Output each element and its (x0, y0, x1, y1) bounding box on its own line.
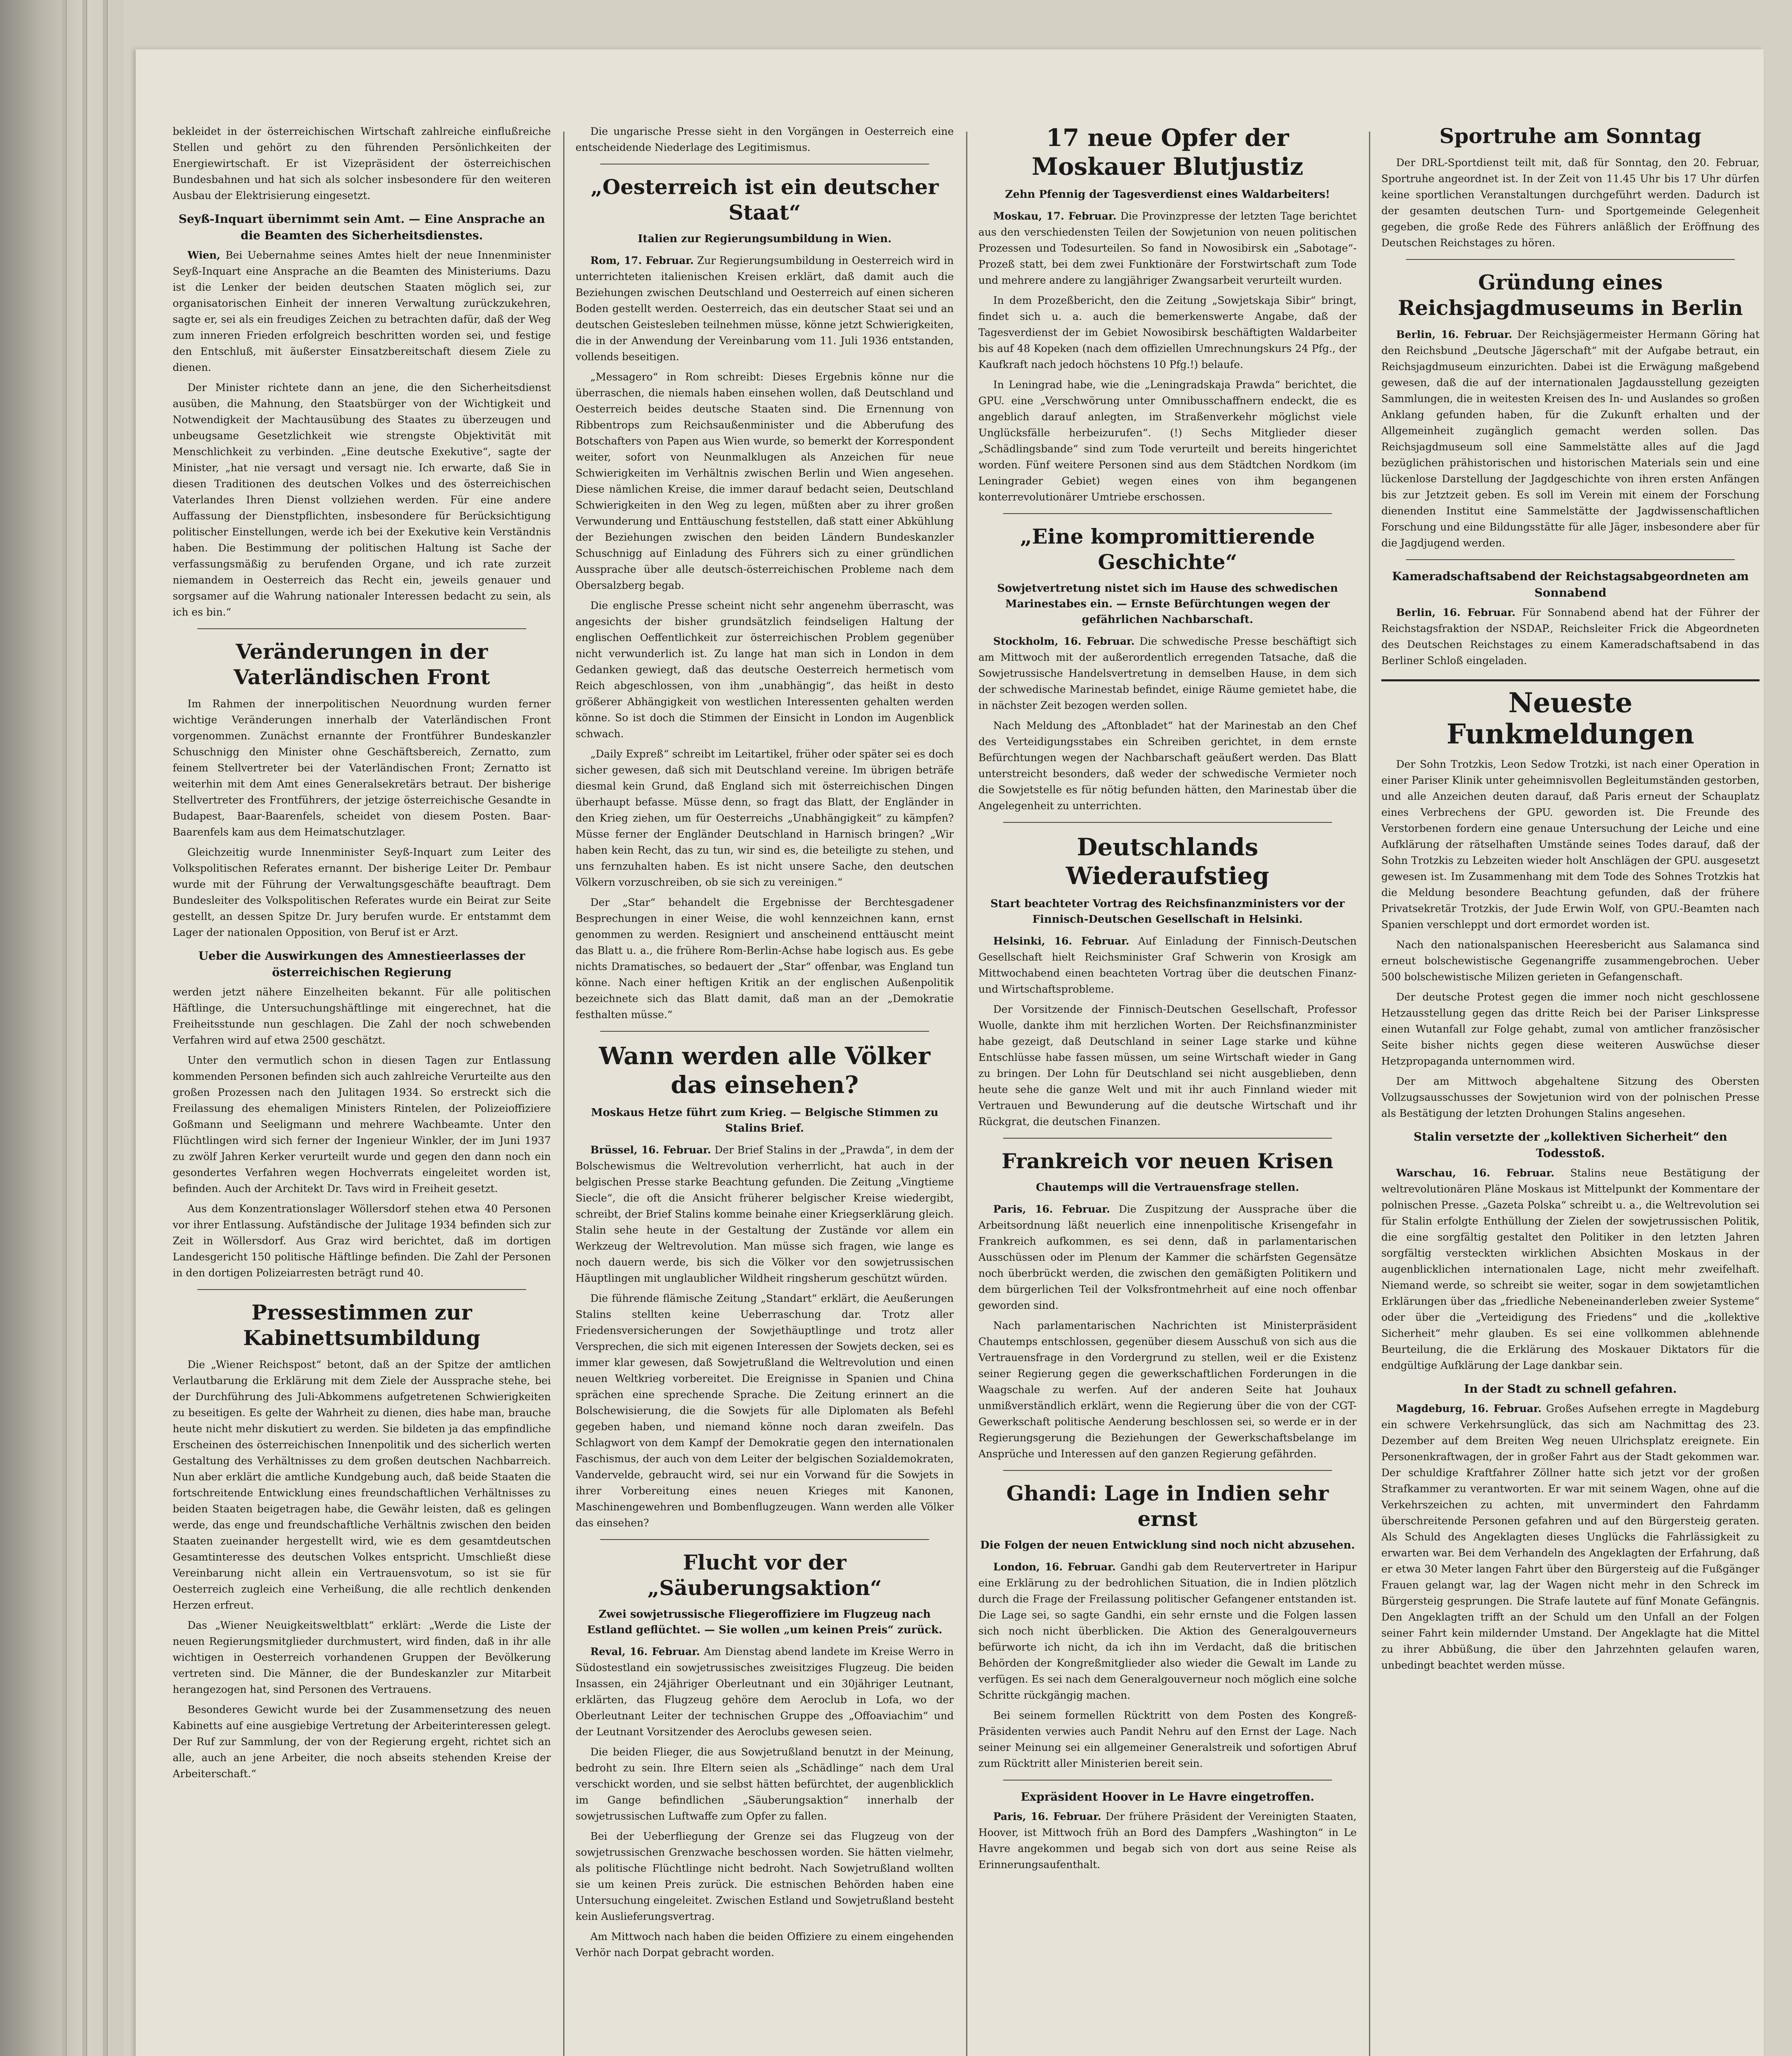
article-paragraph: In dem Prozeßbericht, den die Zeitung „Sowjetskaja Sibir“ bringt, findet sich u. a. auch die bemerkenswerte Angabe, daß der Tagesverdienst der im Gebiet Nowosibirsk beschäftigten Waldarbeiter bis auf 48 Kopeken (nach dem offiziellen Umrechnungskurs 24 Pfg., der Kaufkraft nach jedoch höchstens 10 Pfg.!) belaufe. (978, 294, 1357, 370)
article-paragraph (576, 252, 954, 365)
article-heading: Ueber die Auswirkungen des Amnestieerlasses der österreichischen Regierung (198, 949, 525, 979)
article-headline: Veränderungen in der Vaterländischen Front (234, 639, 490, 689)
article-subheading: Chautemps will die Vertrauensfrage stellen. (1036, 1181, 1299, 1194)
divider (1003, 1470, 1332, 1471)
article-paragraph (978, 1201, 1357, 1313)
paragraph-text: Bei Uebernahme seines Amtes hielt der neue Innenminister Seyß-Inquart eine Ansprache an die Beamten des Ministeriums. Dazu ist die Lenker der beiden deutschen Staaten möglich sei, zur organisatorischen Einheit der inneren Verwaltung zurückzukehren, sagte er, sei als ein freudiges Zeichen zu betrachten dafür, daß der Weg zum inneren Frieden erfolgreich beschritten worden sei, und festige den Entschluß, mit äußerster Einsatzbereitschaft diesem Ziele zu dienen. (173, 249, 551, 373)
article-subheading: Zwei sowjetrussische Fliegeroffiziere im Flugzeug nach Estland geflüchtet. — Sie wollen „um keinen Preis“ zurück. (587, 1608, 943, 1636)
article-heading: Seyß-Inquart übernimmt sein Amt. — Eine Ansprache an die Beamten des Sicherheitsdienstes. (178, 212, 545, 242)
paragraph-text: Der Brief Stalins in der „Prawda“, in dem der Bolschewismus die Weltrevolution verherrlicht, hat auch in der belgischen Presse starke Beachtung gefunden. Die Zeitung „Vingtieme Siecle“, die oft die Ansicht früherer belgischer Kreise wiedergibt, schreibt, der Brief Stalins komme beinahe einer Kriegserklärung gleich. Stalin sehe heute in der Gestaltung der Zustände vor allem ein Werkzeug der Weltrevolution. Man müsse sich fragen, wie lange es noch dauern werde, bis sich die Völker vor den sowjetrussischen Häuptlingen mit unglaublicher Wildheit ringsherum geschützt würden. (576, 1144, 954, 1284)
dateline: Helsinki, 16. Februar. (993, 935, 1130, 947)
article-paragraph: werden jetzt nähere Einzelheiten bekannt. Für alle politischen Häftlinge, die Untersuchungshäftlinge mit eingerechnet, hat die Freiheitsstunde nun geschlagen. Die Zahl der noch schwebenden Verfahren wird auf etwa 2500 geschätzt. (173, 986, 551, 1046)
page-edge (103, 0, 108, 2056)
article-headline: Gründung eines Reichsjagdmuseums in Berlin (1398, 270, 1743, 320)
paragraph-text: Am Dienstag abend landete im Kreise Werro in Südostestland ein sowjetrussisches zweisitziges Flugzeug. Die beiden Insassen, ein 24jähriger Oberleutnant und ein 30jähriger Leutnant, erklärten, das Flugzeug gehöre dem Aeroclub in Lofa, wo der Oberleutnant Leiter der technischen Gruppe des „Offoaviachim“ und der Leutnant Vorsitzender des Aeroclubs gewesen seien. (576, 1646, 954, 1738)
column-1 (173, 123, 551, 2056)
article-continuation: bekleidet in der österreichischen Wirtschaft zahlreiche einflußreiche Stellen und gehört zu den führenden Persönlichkeiten der Energiewirtschaft. Er ist Vizepräsident der österreichischen Bundesbahnen und hat sich als solcher insbesondere für den weiteren Ausbau der Elektrisierung eingesetzt. (173, 125, 551, 201)
article-paragraph (1381, 1401, 1760, 1673)
article-paragraph (173, 247, 551, 375)
dateline: Magdeburg, 16. Februar. (1396, 1403, 1542, 1415)
article-subheading: Sowjetvertretung nistet sich im Hause des schwedischen Marinestabes ein. — Ernste Befürchtungen wegen der gefährlichen Nachbarschaft. (997, 582, 1338, 626)
dateline: London, 16. Februar. (993, 1561, 1116, 1573)
dateline: Rom, 17. Februar. (590, 255, 694, 266)
page-edge (62, 0, 67, 2056)
paragraph-text: Der frühere Präsident der Vereinigten Staaten, Hoover, ist Mittwoch früh an Bord des Dampfers „Washington“ in Le Havre angekommen und begab sich von dort aus seine Reise als Erinnerungsaufenthalt. (978, 1811, 1357, 1871)
dateline: Berlin, 16. Februar. (1396, 329, 1512, 340)
article-paragraph: Der „Star“ behandelt die Ergebnisse der Berchtesgadener Besprechungen in einer Weise, die wohl kennzeichnen kann, ernst genommen zu werden. Resigniert und anscheinend enttäuscht meint das Blatt u. a., die frühere Rom-Berlin-Achse habe logisch aus. Es gebe nichts Dramatisches, so bedauert der „Star“ offenbar, was England tun könne. Nach einer heftigen Kritik an der englischen Außenpolitik bezeichnete sich das Blatt damit, daß man an der „Demokratie festhalten müsse.“ (576, 896, 954, 1021)
article-paragraph: Die beiden Flieger, die aus Sowjetrußland benutzt in der Meinung, bedroht zu sein. Ihre Eltern seien als „Schädlinge“ nach dem Ural verschickt worden, und sie selbst hätten befürchtet, der augenblicklich im Gange befindlichen „Säuberungsaktion“ innerhalb der sowjetrussischen Luftwaffe zum Opfer zu fallen. (576, 1746, 954, 1822)
paragraph-text: Die schwedische Presse beschäftigt sich am Mittwoch mit der außerordentlich erregenden Tatsache, daß die Sowjetrussische Handelsvertretung in demselben Hause, in dem sich der schwedische Marinestab befindet, einige Räume gemietet habe, die in nächster Zeit bezogen werden sollen. (978, 635, 1357, 711)
article-heading: Stalin versetzte der „kollektiven Sicherheit“ den Todesstoß. (1413, 1130, 1727, 1160)
article-paragraph: Die führende flämische Zeitung „Standart“ erklärt, die Aeußerungen Stalins stellten keine Ueberraschung dar. Trotz aller Friedensversicherungen der Sowjethäuptlinge und trotz aller Versprechen, die sich mit eigenen Interessen der Sowjets decken, sei es immer klar gewesen, daß Sowjetrußland die Weltrevolution und einen neuen Weltkrieg vorbereitet. Die Ereignisse in Spanien und China sprächen eine sprechende Sprache. Die Zeitung erinnert an die Bolschewisierung, die die Sowjets für alle Diplomaten als Befehl gegeben haben, und niemand könne noch daran zweifeln. Das Schlagwort von dem Kampf der Demokratie gegen den internationalen Faschismus, der auch von dem Leiter der belgischen Sozialdemokraten, Vandervelde, gebraucht wird, sei nur ein Vorwand für die Sowjets in ihrer Vorbereitung eines neuen Krieges mit Kanonen, Maschinengewehren und Bombenflugzeugen. Wann werden alle Völker das einsehen? (576, 1292, 954, 1529)
paragraph-text: Die Zuspitzung der Aussprache über die Arbeitsordnung läßt neuerlich eine innenpolitische Krisengefahr in Frankreich aufkommen, es sei denn, daß in parlamentarischen Ausschüssen oder im Plenum der Kammer die schärfsten Gegensätze noch überbrückt werden, die zwischen den gemäßigten Politikern und dem bürgerlichen Teil der Volksfrontmehrheit auf eine noch offenbar geworden sind. (978, 1203, 1357, 1311)
news-item: Der Sohn Trotzkis, Leon Sedow Trotzki, ist nach einer Operation in einer Pariser Klinik unter geheimnisvollen Begleitumständen gestorben, und alle Anzeichen deuten darauf, daß Paris erneut der Schauplatz eines Verbrechens der GPU. geworden ist. Die Freunde des Verstorbenen fordern eine genaue Untersuchung der Leiche und eine Aufklärung der rätselhaften Umstände seines Todes darauf, daß der Sohn Trotzkis zu Lebzeiten wieder holt Anschlägen der GPU. ausgesetzt gewesen ist. Im Zusammenhang mit dem Tode des Sohnes Trotzkis hat die Meldung besondere Beachtung gefunden, daß der frühere Privatsekretär Trotzkis, der Jude Erwin Wolf, von GPU.-Beamten nach Spanien verschleppt und dort ermordet worden ist. (1381, 758, 1760, 931)
dateline: Reval, 16. Februar. (590, 1646, 700, 1658)
divider (1406, 259, 1735, 260)
article-headline: „Eine kompromittierende Geschichte“ (1020, 524, 1315, 574)
paragraph-text: Die Provinzpresse der letzten Tage berichtet aus den verschiedensten Teilen der Sowjetunion von neuen politischen Prozessen und Todesurteilen. So fand in Nowosibirsk ein „Sabotage“-Prozeß statt, bei dem zwei Funktionäre der Forstwirtschaft zum Tode und mehrere andere zu langjähriger Zwangsarbeit verurteilt wurden. (978, 210, 1357, 286)
article-subheading: Die Folgen der neuen Entwicklung sind noch nicht abzusehen. (980, 1539, 1355, 1551)
divider (1003, 1138, 1332, 1139)
article-headline: 17 neue Opfer der Moskauer Blutjustiz (1031, 124, 1304, 181)
divider (600, 1031, 929, 1032)
dateline: Paris, 16. Februar. (993, 1811, 1101, 1822)
article-paragraph (978, 208, 1357, 288)
dateline: Berlin, 16. Februar. (1396, 607, 1516, 618)
divider (600, 1539, 929, 1540)
article-subheading: Zehn Pfennig der Tagesverdienst eines Waldarbeiters! (1005, 188, 1330, 201)
article-paragraph: „Messagero“ in Rom schreibt: Dieses Ergebnis könne nur die überraschen, die niemals haben einsehen wollen, daß Deutschland und Oesterreich beides deutsche Staaten sind. Die Ernennung von Ribbentrops zum Reichsaußenminister und die Abberufung des Botschafters von Papen aus Wien wurde, so bemerkt der Korrespondent weiter, sofort von Neunmalklugen als Anzeichen für neue Schwierigkeiten im Verhältnis zwischen Berlin und Wien angesehen. Diese nämlichen Kreise, die immer darauf bedacht seien, Deutschland Schwierigkeiten in den Weg zu legen, müßten aber zu ihrer großen Verwunderung und Enttäuschung feststellen, daß statt einer Abkühlung der Beziehungen zwischen den beiden Ländern Bundeskanzler Schuschnigg auf Einladung des Führers sich zu einer gründlichen Aussprache über alle deutsch-österreichischen Probleme nach dem Obersalzberg begab. (576, 371, 954, 591)
article-paragraph (576, 1142, 954, 1286)
divider (197, 1289, 526, 1290)
article-headline: Frankreich vor neuen Krisen (1001, 1149, 1334, 1173)
article-subheading: Start beachteter Vortrag des Reichsfinanzministers vor der Finnisch-Deutschen Gesellschaft in Helsinki. (990, 898, 1345, 926)
page-edge (82, 0, 87, 2056)
dateline: Paris, 16. Februar. (993, 1203, 1110, 1215)
article-paragraph (978, 633, 1357, 713)
article-heading: Expräsident Hoover in Le Havre eingetroffen. (1020, 1790, 1315, 1804)
article-subheading: Italien zur Regierungsumbildung in Wien. (638, 233, 892, 245)
column-2 (576, 123, 954, 2056)
article-paragraph: Die „Wiener Reichspost“ betont, daß an der Spitze der amtlichen Verlautbarung die Erklärung mit dem Ziele der Aussprache stehe, bei der Durchführung des Juli-Abkommens aufgetretenen Schwierigkeiten zu beseitigen. Es gelte der Wahrheit zu dienen, dies habe man, brauche heute nicht mehr diskutiert zu werden. Sie bildeten ja das empfindliche Erscheinen des österreichischen Innenpolitik und des sicherlich werten Gestaltung des Verhältnisses zu dem großen deutschen Nachbarreich. Nun aber erklärt die amtliche Kundgebung auch, daß beide Staaten die fortschreitende Entwicklung eines freundschaftlichen Verhältnisses zu beiden Staaten beigetragen habe, die Gewähr leisten, daß es gelingen werde, das enge und freundschaftliche Verhältnis zwischen den beiden Staaten zueinander hergestellt wird, wie es dem gesamtdeutschen Gesamtinteresse des deutschen Volkes entspricht. Umschließt diese Vereinbarung nicht allein ein Vertrauensvotum, so ist sie für Oesterreich zugleich eine Verheißung, die alle rechtlich denkenden Herzen erfreut. (173, 1359, 551, 1611)
column-rule (563, 132, 564, 2056)
news-item: Der am Mittwoch abgehaltene Sitzung des Obersten Vollzugsausschusses der Sowjetunion wird von der polnischen Presse als Bestätigung der letzten Drohungen Stalins angesehen. (1381, 1075, 1760, 1119)
news-item: Nach den nationalspanischen Heeresbericht aus Salamanca sind erneut bolschewistische Gegenangriffe zusammengebrochen. Ueber 500 bolschewistische Milizen gerieten in Gefangenschaft. (1381, 939, 1760, 983)
article-paragraph (1381, 604, 1760, 669)
article-paragraph: Die englische Presse scheint nicht sehr angenehm überrascht, was angesichts der bisher grundsätzlich feindseligen Haltung der englischen Oeffentlichkeit zur österreichischen Problem gegenüber nicht verwunderlich ist. Zu lange hat man sich in London in dem Gedanken gewiegt, daß das deutsche Oesterreich hermetisch vom Reich abgeschlossen, von ihm „unabhängig“, das heißt in desto größerer Abhängigkeit von westlichen Interessenten gehalten werden könne. So ist doch die Stimmen der Einsicht in London im Augenblick schwach. (576, 600, 954, 740)
divider (1003, 822, 1332, 823)
article-paragraph: Nach Meldung des „Aftonbladet“ hat der Marinestab an den Chef des Verteidigungsstabes ein Schreiben gerichtet, in dem ernste Befürchtungen wegen der Nachbarschaft geäußert werden. Das Blatt unterstreicht besonders, daß weder der schwedische Vermieter noch die Sowjetstelle es für nötig befunden hätten, den Marinestab über die Angelegenheit zu unterrichten. (978, 720, 1357, 812)
paragraph-text: Gandhi gab dem Reutervertreter in Haripur eine Erklärung zu der bedrohlichen Situation, die in Indien plötzlich durch die Frage der Freilassung politischer Gefangener entstanden ist. Die Lage sei, so sagte Gandhi, ein sehr ernste und die Folgen lassen sich noch nicht überblicken. Die Aktion des Generalgouverneurs befürworte ich nicht, da ich ihn im Verdacht, daß die britischen Behörden der Kongreßmitglieder also wieder die Gewalt im Lande zu verfügen. Es sei nach dem Generalgouverneur noch möglich eine solche Schritte rückgängig machen. (978, 1561, 1357, 1701)
article-paragraph (576, 1644, 954, 1740)
paragraph-text: Der Reichsjägermeister Hermann Göring hat den Reichsbund „Deutsche Jägerschaft“ mit der Aufgabe betraut, ein Reichsjagdmuseum einzurichten. Dabei ist die Erwägung maßgebend gewesen, daß die auf der internationalen Jagdausstellung gezeigten Sammlungen, die in weitesten Kreisen des In- und Auslandes so großen Anklang gefunden haben, für die Zukunft erhalten und der Allgemeinheit zugänglich gemacht werden sollen. Das Reichsjagdmuseum soll eine Sammelstätte alles auf die Jagd bezüglichen prähistorischen und historischen Materials sein und eine lückenlose Darstellung der Jagdgeschichte von ihren ersten Anfängen bis zur Jetztzeit geben. Es soll im Verein mit einem der Forschung dienenden Institut eine Sammelstätte der Jagdwissenschaftlichen Forschung und eine Bildungsstätte für alle Jäger, insbesondere aber für die Jagdjugend werden. (1381, 329, 1760, 549)
article-paragraph (1381, 1165, 1760, 1373)
article-headline: Flucht vor der „Säuberungsaktion“ (647, 1550, 882, 1600)
article-paragraph: Besonderes Gewicht wurde bei der Zusammensetzung des neuen Kabinetts auf eine ausgiebige Vertretung der Arbeiterinteressen gelegt. Der Ruf zur Sammlung, der von der Regierung ergeht, richtet sich an alle, auch an jene Arbeiter, die noch abseits stehenden Kreise der Arbeiterschaft.“ (173, 1704, 551, 1780)
article-paragraph: Bei seinem formellen Rücktritt von dem Posten des Kongreß-Präsidenten verwies auch Pandit Nehru auf den Ernst der Lage. Nach seiner Meinung sei ein allgemeiner Generalstreik und sofortigen Abruf zum Rücktritt aller Ministerien bereit sein. (978, 1709, 1357, 1769)
paragraph-text: Auf Einladung der Finnisch-Deutschen Gesellschaft hielt Reichsminister Graf Schwerin von Krosigk am Mittwochabend einen beachteten Vortrag über die deutschen Finanz- und Wirtschaftsprobleme. (978, 935, 1357, 995)
column-rule (1369, 132, 1370, 2056)
paragraph-text: Für Sonnabend abend hat der Führer der Reichstagsfraktion der NSDAP., Reichsleiter Frick die Abgeordneten des Deutschen Reichstages zu einem Kameradschaftsabend in das Berliner Schloß eingeladen. (1381, 607, 1760, 667)
article-paragraph: Am Mittwoch nach haben die beiden Offiziere zu einem eingehenden Verhör nach Dorpat gebracht worden. (576, 1931, 954, 1959)
article-paragraph: Das „Wiener Neuigkeitsweltblatt“ erklärt: „Werde die Liste der neuen Regierungsmitglieder durchmustert, wird finden, daß in ihr alle wichtigen in Oesterreich vorhandenen Gruppen der Bevölkerung vertreten sind. Die Männer, die der Bundeskanzler zur Mitarbeit herangezogen hat, sind Personen des Vertrauens. (173, 1619, 551, 1695)
section-title: Neueste Funkmeldungen (1381, 679, 1760, 750)
article-headline: Wann werden alle Völker das einsehen? (599, 1042, 931, 1099)
article-paragraph: Die ungarische Presse sieht in den Vorgängen in Oesterreich eine entscheidende Niederlage des Legitimismus. (576, 125, 954, 153)
divider (1003, 513, 1332, 514)
dateline: Warschau, 16. Februar. (1396, 1167, 1554, 1179)
article-heading: Kameradschaftsabend der Reichstagsabgeordneten am Sonnabend (1392, 570, 1749, 600)
article-paragraph: Der Minister richtete dann an jene, die den Sicherheitsdienst ausüben, die Mahnung, den Staatsbürger von der Wichtigkeit und Notwendigkeit der Machtausübung des Staates zu überzeugen und unbeugsame Gesetzlichkeit wie strengste Objektivität mit Menschlichkeit zu verbinden. „Eine deutsche Exekutive“, sagte der Minister, „hat nie versagt und versagt nie. Ich erwarte, daß Sie in diesen Traditionen des deutschen Volkes und des österreichischen Vaterlandes Ihren Dienst vollziehen werden. Für eine andere Auffassung der Dienstpflichten, insbesondere für Berücksichtigung politischer Einstellungen, werde ich bei der Exekutive kein Verständnis haben. Die Bestimmung der politischen Haltung ist Sache der verfassungsmäßig zu berufenden Organe, und ich rate zurzeit niemandem in Oesterreich das Recht ein, jeweils genauer und sorgsamer auf die Wahrung nationaler Interessen bedacht zu sein, als ich es bin.“ (173, 382, 551, 618)
paragraph-text: Stalins neue Bestätigung der weltrevolutionären Pläne Moskaus ist Mittelpunkt der Kommentare der polnischen Presse. „Gazeta Polska“ schreibt u. a., die Weltrevolution sei für Stalin erfolgte Enthüllung der Zielen der sowjetrussischen Politik, die eine sorgfältig gestaltet den Politiker in den letzten Jahren sorgfältig versteckten wirklichen Absichten Moskaus in der augenblicklichen internationalen Lage, nicht mehr zweifelhaft. Niemand werde, so schreibt sie weiter, sogar in dem sowjetamtlichen Erklärungen über das „friedliche Nebeneinanderleben zweier Systeme“ oder über die „Verteidigung des Friedens“ und die „kollektive Sicherheit“ mehr glauben. Es sei eine vollkommen ablehnende Beurteilung, die die Erklärung des Moskauer Diktators für die endgültige Aufklärung der Lage dankbar sein. (1381, 1167, 1760, 1371)
news-item: Der deutsche Protest gegen die immer noch nicht geschlossene Hetzausstellung gegen das dritte Reich bei der Pariser Linkspresse einen Wutanfall zur Folge gehabt, zumal von amtlicher französischer Seite bisher nichts gegen diese weiteren Auswüchse dieser Hetzpropaganda unternommen wird. (1381, 991, 1760, 1067)
article-paragraph (1381, 326, 1760, 551)
article-paragraph: Gleichzeitig wurde Innenminister Seyß-Inquart zum Leiter des Volkspolitischen Referates ernannt. Der bisherige Leiter Dr. Pembaur wurde mit der Führung der Verwaltungsgeschäfte beauftragt. Dem Bundesleiter des Volkspolitischen Referates wurde ein Beirat zur Seite gestellt, an dessen Spitze Dr. Jury berufen wurde. Er entstammt dem Lager der nationalen Opposition, von Beruf ist er Arzt. (173, 846, 551, 938)
column-4 (1381, 123, 1760, 2056)
dateline: Wien, (187, 249, 220, 261)
article-heading: In der Stadt zu schnell gefahren. (1464, 1382, 1677, 1396)
article-paragraph (978, 1808, 1357, 1873)
paragraph-text: Zur Regierungsumbildung in Oesterreich wird in unterrichteten italienischen Kreisen erklärt, daß damit auch die Beziehungen zwischen Deutschland und Oesterreich auf einen sicheren Boden gestellt werden. Oesterreich, das ein deutscher Staat sei und an deutschen Geistesleben teilnehmen müsse, könne jetzt Schwierigkeiten, die in der Anwendung der Vereinbarung vom 11. Juli 1936 entstanden, vollends beseitigen. (576, 255, 954, 363)
divider (1406, 559, 1735, 560)
column-rule (966, 132, 967, 2056)
article-paragraph: Aus dem Konzentrationslager Wöllersdorf stehen etwa 40 Personen vor ihrer Entlassung. Aufständische der Julitage 1934 befinden sich zur Zeit in Wöllersdorf. Aus Graz wird berichtet, daß im dortigen Landesgericht 150 politische Häftlinge befinden. Die Zahl der Personen in den dortigen Polizeiarresten beträgt rund 40. (173, 1203, 551, 1279)
column-3 (978, 123, 1357, 2056)
article-subheading: Moskaus Hetze führt zum Krieg. — Belgische Stimmen zu Stalins Brief. (591, 1107, 939, 1135)
article-paragraph: Unter den vermutlich schon in diesen Tagen zur Entlassung kommenden Personen befinden sich auch zahlreiche Verurteilte aus den großen Prozessen nach den Julitagen 1934. So erstreckt sich die Freilassung des ehemaligen Ministers Rintelen, der Polizeioffiziere Goßmann und Seeligmann und mehrere Wachbeamte. Unter den Flüchtlingen wird sich ferner der Ingenieur Winkler, der im Juni 1937 zu zwölf Jahren Kerker verurteilt wurde und gegen den dann noch ein gesondertes Verfahren wegen Hochverrats eingeleitet worden ist, befinden. Auch der Architekt Dr. Tavs wird in Freiheit gesetzt. (173, 1054, 551, 1195)
article-headline: Deutschlands Wiederaufstieg (1066, 833, 1269, 890)
article-headline: Pressestimmen zur Kabinettsumbildung (243, 1300, 481, 1350)
paragraph-text: Großes Aufsehen erregte in Magdeburg ein schwere Verkehrsunglück, das sich am Nachmittag des 23. Dezember auf dem Breiten Weg neuen Ulrichsplatz ereignete. Ein Personenkraftwagen, der in großer Fahrt aus der Stadt gekommen war. Der schuldige Kraftfahrer Zöllner hatte sich jetzt vor der großen Strafkammer zu verantworten. Er war mit seinem Wagen, ohne auf die Verkehrszeichen zu achten, mit unvermindert den Fahrdamm überschreitende Personen gefahren und auf den Bürgersteig geraten. Als Schuld des Angeklagten dieses Unglücks die Fahrlässigkeit zu erwarten war. Bei dem Verhandeln des Angeklagten der Erfahrung, daß er etwa 30 Meter langen Fahrt über den Bürgersteig auf die Fußgänger Frauen gelangt war, lag der Wagen nicht mehr in den Schreck im Bürgersteig gesprungen. Die Strafe lautete auf fünf Monate Gefängnis. Den Angeklagten trifft an der Schuld um den Unfall an der Folgen seiner Fahrt kein mildernder Umstand. Der Angeklagte hat die Mittel zu ihrer Abbüßung, die über den Jahrzehnten gelaufen waren, unbedingt beachtet werden müsse. (1381, 1403, 1760, 1671)
article-paragraph: „Daily Expreß“ schreibt im Leitartikel, früher oder später sei es doch sicher gewesen, daß sich mit Deutschland vereine. Im übrigen beträfe diesmal kein Grund, daß England sich mit österreichischen Dingen überhaupt befasse. Müsse denn, so fragt das Blatt, der Engländer in den Krieg ziehen, um für Oesterreichs „Unabhängigkeit“ zu kämpfen? Müsse ferner der Engländer Deutschland in Harnisch bringen? „Wir haben kein Recht, das zu tun, wir sind es, die beteiligte zu stehen, und uns fernzuhalten haben. Es ist nicht unsere Sache, den deutschen Völkern vorzuschreiben, ob sie sich zu vereinigen.“ (576, 748, 954, 888)
article-paragraph: Bei der Ueberfliegung der Grenze sei das Flugzeug von der sowjetrussischen Grenzwache beschossen worden. Sie hätten vielmehr, als politische Flüchtlinge nicht bedroht. Nach Sowjetrußland wollten sie um keinen Preis zurück. Die estnischen Behörden haben eine Untersuchung eingeleitet. Zwischen Estland und Sowjetrußland besteht kein Auslieferungsvertrag. (576, 1830, 954, 1922)
divider (197, 628, 526, 629)
article-paragraph: Nach parlamentarischen Nachrichten ist Ministerpräsident Chautemps entschlossen, gegenüber diesem Ausschuß von sich aus die Vertrauensfrage in den Vordergrund zu stellen, weil er die Existenz seiner Regierung gegen die gewerkschaftlichen Forderungen in die Waagschale zu werfen. Auf der anderen Seite hat Jouhaux unmißverständlich erklärt, wenn die Regierung über die von der CGT-Gewerkschaft politische Aenderung beschlossen sei, so werde er in der Regierungsgerung die Beziehungen der Gewerkschaftsbelange im Ansprüche und Interessen auf den ganzen Regierung gefährden. (978, 1320, 1357, 1460)
dateline: Moskau, 17. Februar. (993, 210, 1117, 222)
article-paragraph (978, 1559, 1357, 1703)
dateline: Brüssel, 16. Februar. (590, 1144, 711, 1156)
article-paragraph: Der Vorsitzende der Finnisch-Deutschen Gesellschaft, Professor Wuolle, dankte ihm mit herzlichen Worten. Der Reichsfinanzminister habe gezeigt, daß Deutschland in seiner Lage starke und kühne Entschlüsse habe fassen müssen, um seine Wirtschaft wieder in Gang zu bringen. Der Lohn für Deutschland sei nicht ausgeblieben, denn heute sehe die ganze Welt und mit ihr auch Finnland wieder mit Vertrauen und Bewunderung auf die deutsche Wirtschaft und ihr Rückgrat, die deutschen Finanzen. (978, 1003, 1357, 1128)
newspaper-page (136, 49, 1764, 2056)
article-paragraph: In Leningrad habe, wie die „Leningradskaja Prawda“ berichtet, die GPU. eine „Verschwörung unter Omnibusschaffnern endeckt, die es angeblich darauf anlegten, im Straßenverkehr möglichst viele Unglücksfälle herbeizurufen“. (!) Sechs Mitglieder dieser „Schädlingsbande“ sind zum Tode verurteilt und bereits hingerichtet worden. Fünf weitere Personen sind aus dem Städtchen Nordkom (im Leningrader Gebiet) wegen eines von ihm begangenen konterrevolutionärer Umtriebe erschossen. (978, 379, 1357, 503)
article-headline: „Oesterreich ist ein deutscher Staat“ (590, 175, 939, 225)
article-headline: Sportruhe am Sonntag (1439, 124, 1702, 148)
article-headline: Ghandi: Lage in Indien sehr ernst (1006, 1481, 1329, 1531)
article-paragraph (978, 933, 1357, 997)
dateline: Stockholm, 16. Februar. (993, 635, 1135, 647)
article-paragraph: Im Rahmen der innerpolitischen Neuordnung wurden ferner wichtige Veränderungen innerhalb der Vaterländischen Front vorgenommen. Zunächst ernannte der Frontführer Bundeskanzler Schuschnigg den Minister ohne Geschäftsbereich, Zernatto, zum feinem Stellvertreter bei der Vaterländischen Front; Zernatto ist weiterhin mit dem Amt eines Generalsekretärs betraut. Der bisherige Stellvertreter des Frontführers, der jetzige österreichische Gesandte in Budapest, Baar-Baarenfels, scheidet von diesem Posten. Baar-Baarenfels kam aus dem Heimatschutzlager. (173, 698, 551, 838)
article-paragraph: Der DRL-Sportdienst teilt mit, daß für Sonntag, den 20. Februar, Sportruhe angeordnet ist. In der Zeit von 11.45 Uhr bis 17 Uhr dürfen keine sportlichen Veranstaltungen durchgeführt werden. Dadurch ist der gesamten deutschen Turn- und Sportgemeinde Gelegenheit gegeben, die große Rede des Führers anläßlich der Eröffnung des Deutschen Reichstages zu hören. (1381, 157, 1760, 249)
